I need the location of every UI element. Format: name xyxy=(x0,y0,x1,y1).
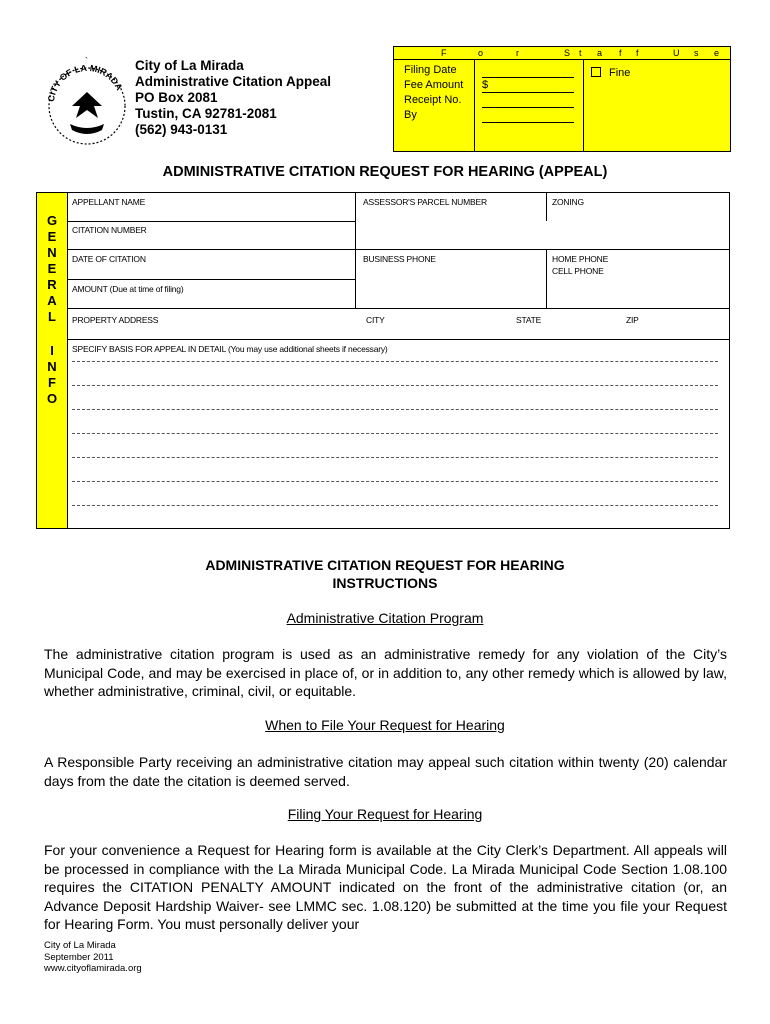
city-seal-logo xyxy=(46,54,128,150)
fine-checkbox[interactable] xyxy=(591,67,630,79)
staff-use-header xyxy=(394,47,730,60)
footer-url[interactable]: www.cityoflamirada.org xyxy=(44,963,142,974)
city-field[interactable]: CITY xyxy=(366,315,385,325)
basis-line[interactable] xyxy=(72,457,718,458)
business-phone-field[interactable]: BUSINESS PHONE xyxy=(363,254,436,264)
side-letter: I xyxy=(50,343,54,358)
section-heading: Administrative Citation Program xyxy=(286,610,484,626)
org-phone: (562) 943-0131 xyxy=(135,122,228,137)
state-field[interactable]: STATE xyxy=(516,315,542,325)
basis-label: SPECIFY BASIS FOR APPEAL IN DETAIL (You may use additional sheets if necessary) xyxy=(72,344,388,354)
receipt-no-label: Receipt No. xyxy=(404,94,462,106)
by-field[interactable] xyxy=(482,109,574,123)
filing-date-label: Filing Date xyxy=(404,64,457,76)
by-label: By xyxy=(404,109,417,121)
section-heading: When to File Your Request for Hearing xyxy=(265,717,505,733)
appellant-name-field[interactable]: APPELLANT NAME xyxy=(72,197,146,207)
instructions-title: ADMINISTRATIVE CITATION REQUEST FOR HEARING xyxy=(205,557,565,573)
staff-letter: f xyxy=(636,48,639,58)
paragraph: A Responsible Party receiving an administrative citation may appeal such citation within twenty (20) calendar days from the date the citation is deemed served. xyxy=(44,754,727,789)
paragraph: For your convenience a Request for Hearing form is available at the City Clerk’s Department. All appeals will be processed in compliance with the La Mirada Municipal Code. La Mirada Municipal Code Section 1.08.100 requires the CITATION PENALTY AMOUNT indicated on the front of the administrative citation (or, an Advance Deposit Hardship Waiver- see LMMC sec. 1.08.120) be submitted at the time you file your Request for Hearing Form. You must personally deliver your xyxy=(44,842,727,932)
side-letter: F xyxy=(48,375,56,390)
side-letter: A xyxy=(47,293,57,308)
fine-label: Fine xyxy=(609,67,631,79)
property-address-field[interactable]: PROPERTY ADDRESS xyxy=(72,315,159,325)
side-letter: E xyxy=(47,261,57,276)
basis-line[interactable] xyxy=(72,385,718,386)
basis-line[interactable] xyxy=(72,361,718,362)
staff-letter: a xyxy=(597,48,603,58)
amount-field[interactable]: AMOUNT (Due at time of filing) xyxy=(72,284,184,294)
basis-line[interactable] xyxy=(72,409,718,410)
staff-letter: F xyxy=(441,48,447,58)
org-address xyxy=(135,58,331,138)
side-letter: G xyxy=(46,213,58,228)
footer-org: City of La Mirada xyxy=(44,940,116,951)
dollar-sign: $ xyxy=(482,79,489,91)
basis-line[interactable] xyxy=(72,481,718,482)
staff-letter: s xyxy=(694,48,699,58)
staff-letter: U xyxy=(673,48,680,58)
form-title: ADMINISTRATIVE CITATION REQUEST FOR HEARING (APPEAL) xyxy=(162,164,608,180)
basis-line[interactable] xyxy=(72,505,718,506)
side-letter: O xyxy=(46,391,58,406)
svg-text:`: ` xyxy=(85,56,88,66)
basis-line[interactable] xyxy=(72,433,718,434)
assessor-parcel-field[interactable]: ASSESSOR'S PARCEL NUMBER xyxy=(363,197,487,207)
zip-field[interactable]: ZIP xyxy=(626,315,639,325)
footer xyxy=(44,940,142,975)
citation-number-field[interactable]: CITATION NUMBER xyxy=(72,225,147,235)
staff-letter: e xyxy=(714,48,720,58)
staff-use-box xyxy=(393,46,731,152)
org-name: City of La Mirada xyxy=(135,58,244,73)
appeal-form xyxy=(68,192,730,529)
seal-text: CITY OF LA MIRADA xyxy=(46,62,125,103)
side-letter: L xyxy=(48,309,56,324)
section-heading: Filing Your Request for Hearing xyxy=(287,806,483,822)
side-letter: N xyxy=(47,359,57,374)
cell-phone-field[interactable]: CELL PHONE xyxy=(552,266,604,276)
staff-letter: t xyxy=(579,48,582,58)
side-letter: N xyxy=(47,245,57,260)
instructions-subtitle: INSTRUCTIONS xyxy=(332,575,438,591)
org-city: Tustin, CA 92781-2081 xyxy=(135,106,277,121)
filing-date-field[interactable] xyxy=(482,64,574,78)
general-info-sidebar xyxy=(36,192,68,529)
staff-letter: f xyxy=(619,48,622,58)
side-letter: R xyxy=(47,277,57,292)
paragraph: The administrative citation program is used as an administrative remedy for any violation of the City’s Municipal Code, and may be exercised in place of, or in addition to, any other remedy which is allowed by law, whether administrative, criminal, civil, or equitable. xyxy=(44,646,727,699)
zoning-field[interactable]: ZONING xyxy=(552,197,584,207)
checkbox-icon xyxy=(591,67,601,77)
org-dept: Administrative Citation Appeal xyxy=(135,74,332,89)
home-phone-field[interactable]: HOME PHONE xyxy=(552,254,609,264)
fee-amount-field[interactable] xyxy=(482,79,574,93)
staff-letter: o xyxy=(478,48,484,58)
footer-date: September 2011 xyxy=(44,951,114,963)
date-of-citation-field[interactable]: DATE OF CITATION xyxy=(72,254,146,264)
fee-amount-label: Fee Amount xyxy=(404,79,464,91)
org-pobox: PO Box 2081 xyxy=(135,90,218,105)
staff-letter: r xyxy=(516,48,519,58)
staff-letter: S xyxy=(564,48,571,58)
side-letter: E xyxy=(47,229,57,244)
receipt-no-field[interactable] xyxy=(482,94,574,108)
